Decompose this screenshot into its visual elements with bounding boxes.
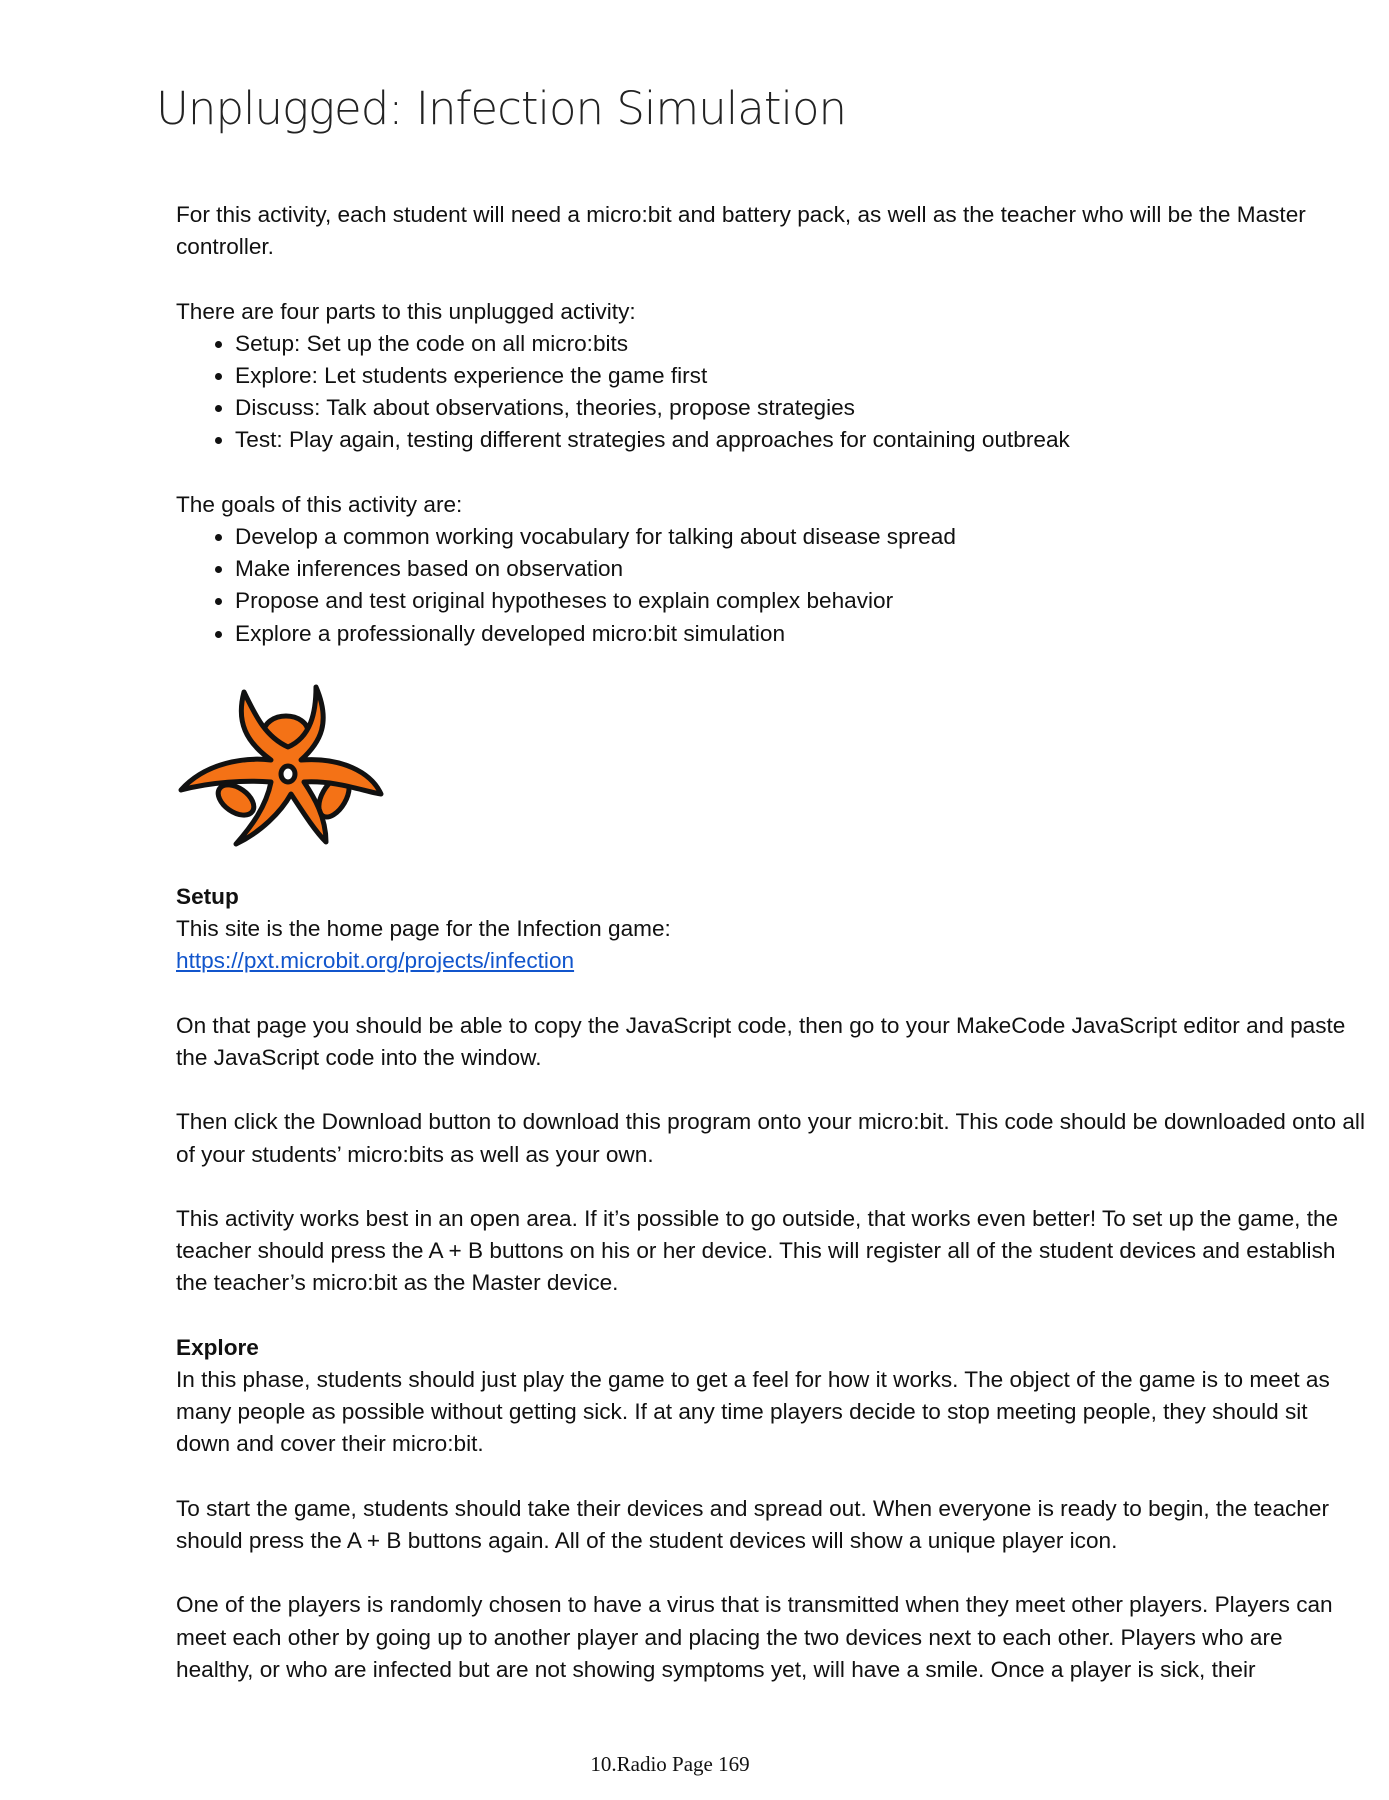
list-item: • Setup: Set up the code on all micro:bits [235, 328, 1366, 360]
setup-line: This site is the home page for the Infection game: [176, 916, 671, 942]
list-item: • Propose and test original hypotheses to explain complex behavior [235, 585, 1366, 617]
setup-paragraph-1: On that page you should be able to copy the JavaScript code, then go to your MakeCode JavaScript editor and paste the JavaScript code into the window. [176, 1012, 1346, 1070]
goals-list [176, 521, 1366, 650]
list-item: • Make inferences based on observation [235, 553, 1366, 585]
infection-game-link[interactable]: https://pxt.microbit.org/projects/infection [176, 948, 575, 974]
list-item: • Explore: Let students experience the game first [235, 360, 1366, 392]
list-item: • Discuss: Talk about observations, theories, propose strategies [235, 392, 1366, 424]
biohazard-icon [176, 682, 403, 849]
setup-paragraph-3: This activity works best in an open area. If it’s possible to go outside, that works even better! To set up the game, the teacher should press the A + B buttons on his or her device. This will register all of the student devices and establish the teacher’s micro:bit as the Master device. [176, 1205, 1339, 1296]
page-title: Unplugged: Infection Simulation [156, 82, 847, 135]
goals-intro: The goals of this activity are: [176, 491, 463, 517]
page-footer: 10.Radio Page 169 [590, 1752, 750, 1776]
document-body [176, 199, 1366, 1718]
intro-paragraph: For this activity, each student will need a micro:bit and battery pack, as well as the teacher who will be the Master controller. [176, 202, 1306, 260]
explore-paragraph-1: In this phase, students should just play the game to get a feel for how it works. The object of the game is to meet as many people as possible without getting sick. If at any time players decide to stop meeting people, they should sit down and cover their micro:bit. [176, 1366, 1330, 1457]
setup-heading: Setup [176, 884, 239, 909]
setup-paragraph-2: Then click the Download button to download this program onto your micro:bit. This code should be downloaded onto all of your students’ micro:bits as well as your own. [176, 1109, 1365, 1167]
list-item: • Explore a professionally developed micro:bit simulation [235, 618, 1366, 650]
explore-paragraph-3: One of the players is randomly chosen to have a virus that is transmitted when they meet other players. Players can meet each other by going up to another player and placing the two devices next to each other. Players who are healthy, or who are infected but are not showing symptoms yet, will have a smile. Once a player is sick, their [176, 1592, 1333, 1682]
parts-list [176, 328, 1366, 457]
explore-heading: Explore [176, 1334, 259, 1360]
list-item: • Develop a common working vocabulary for talking about disease spread [235, 521, 1366, 553]
parts-intro: There are four parts to this unplugged activity: [176, 298, 636, 324]
list-item: • Test: Play again, testing different strategies and approaches for containing outbreak [235, 424, 1366, 456]
explore-paragraph-2: To start the game, students should take their devices and spread out. When everyone is ready to begin, the teacher should press the A + B buttons again. All of the student devices will show a unique player icon. [176, 1495, 1329, 1553]
